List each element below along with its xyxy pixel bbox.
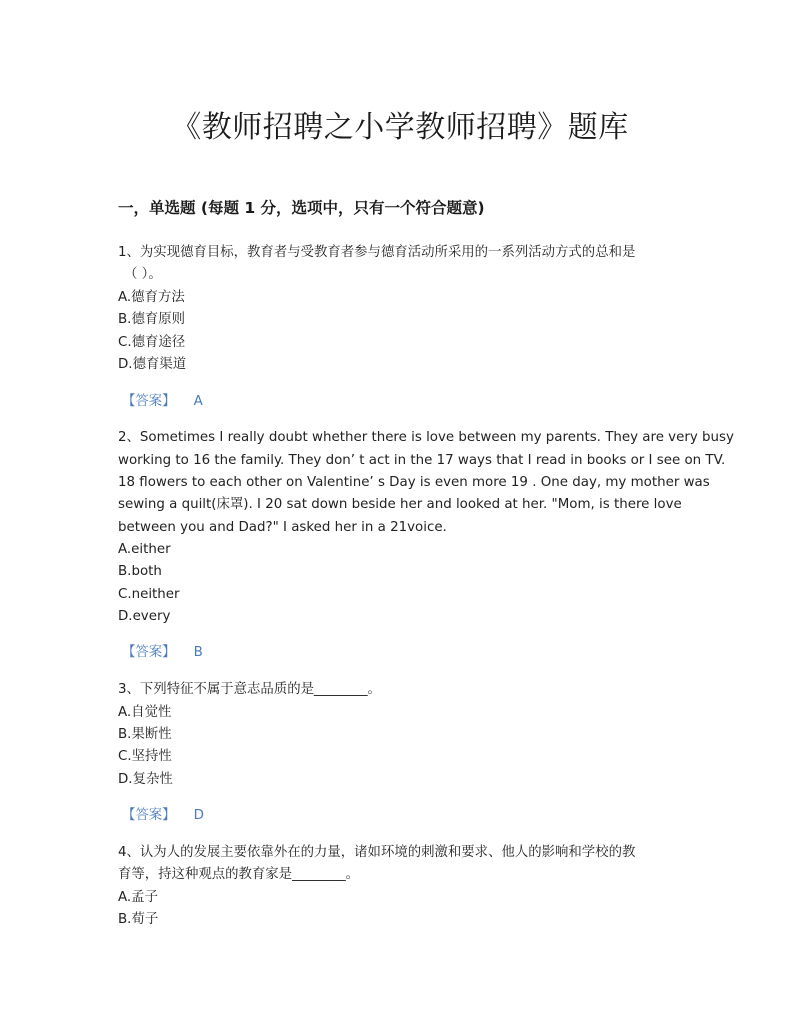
question-4-option-b: B.荀子 [118,912,159,927]
question-2-option-c: C.neither [118,587,180,602]
answer-label: 【答案】 [122,394,176,409]
document-title: 《教师招聘之小学教师招聘》题库 [171,110,629,145]
question-2-option-d: D.every [118,609,171,624]
answer-label: 【答案】 [122,808,176,823]
question-2-line-4: sewing a quilt(床罩). I 20 sat down beside her and looked at her. "Mom, is there love [118,497,682,512]
question-1-option-a: A.德育方法 [118,290,185,305]
answer-label: 【答案】 [122,645,176,660]
question-1-line-1: 1、为实现德育目标，教育者与受教育者参与德育活动所采用的一系列活动方式的总和是 [118,245,636,260]
answer-value: D [193,808,204,823]
question-2-answer [122,642,203,664]
question-4-option-a: A.孟子 [118,890,158,905]
question-1-line-2: （ ）。 [124,267,162,282]
question-4-line-2: 育等，持这种观点的教育家是________。 [118,867,360,882]
question-1-option-b: B.德育原则 [118,312,186,327]
question-1-option-d: D.德育渠道 [118,357,187,372]
question-3-option-c: C.坚持性 [118,749,172,764]
question-2-option-a: A.either [118,542,171,557]
question-4-line-1: 4、认为人的发展主要依靠外在的力量，诸如环境的刺激和要求、他人的影响和学校的教 [118,845,636,860]
question-3-line-1: 3、下列特征不属于意志品质的是________。 [118,682,381,697]
question-2-line-3: 18 flowers to each other on Valentine’ s Day is even more 19 . One day, my mother was [118,475,710,490]
question-3-option-b: B.果断性 [118,727,172,742]
answer-value: B [193,645,203,660]
question-2-line-5: between you and Dad?" I asked her in a 21voice. [118,520,447,535]
question-3-answer [122,805,204,827]
answer-value: A [193,394,203,409]
question-1-option-c: C.德育途径 [118,335,186,350]
question-1-answer [122,391,203,413]
question-3-option-a: A.自觉性 [118,705,172,720]
section-heading: 一，单选题 (每题 1 分，选项中，只有一个符合题意) [118,199,485,217]
question-2-line-2: working to 16 the family. They don’ t act in the 17 ways that I read in books or I see on TV. [118,453,726,468]
question-2-option-b: B.both [118,564,162,579]
question-3-option-d: D.复杂性 [118,772,173,787]
question-2-line-1: 2、Sometimes I really doubt whether there is love between my parents. They are very busy [118,430,734,445]
